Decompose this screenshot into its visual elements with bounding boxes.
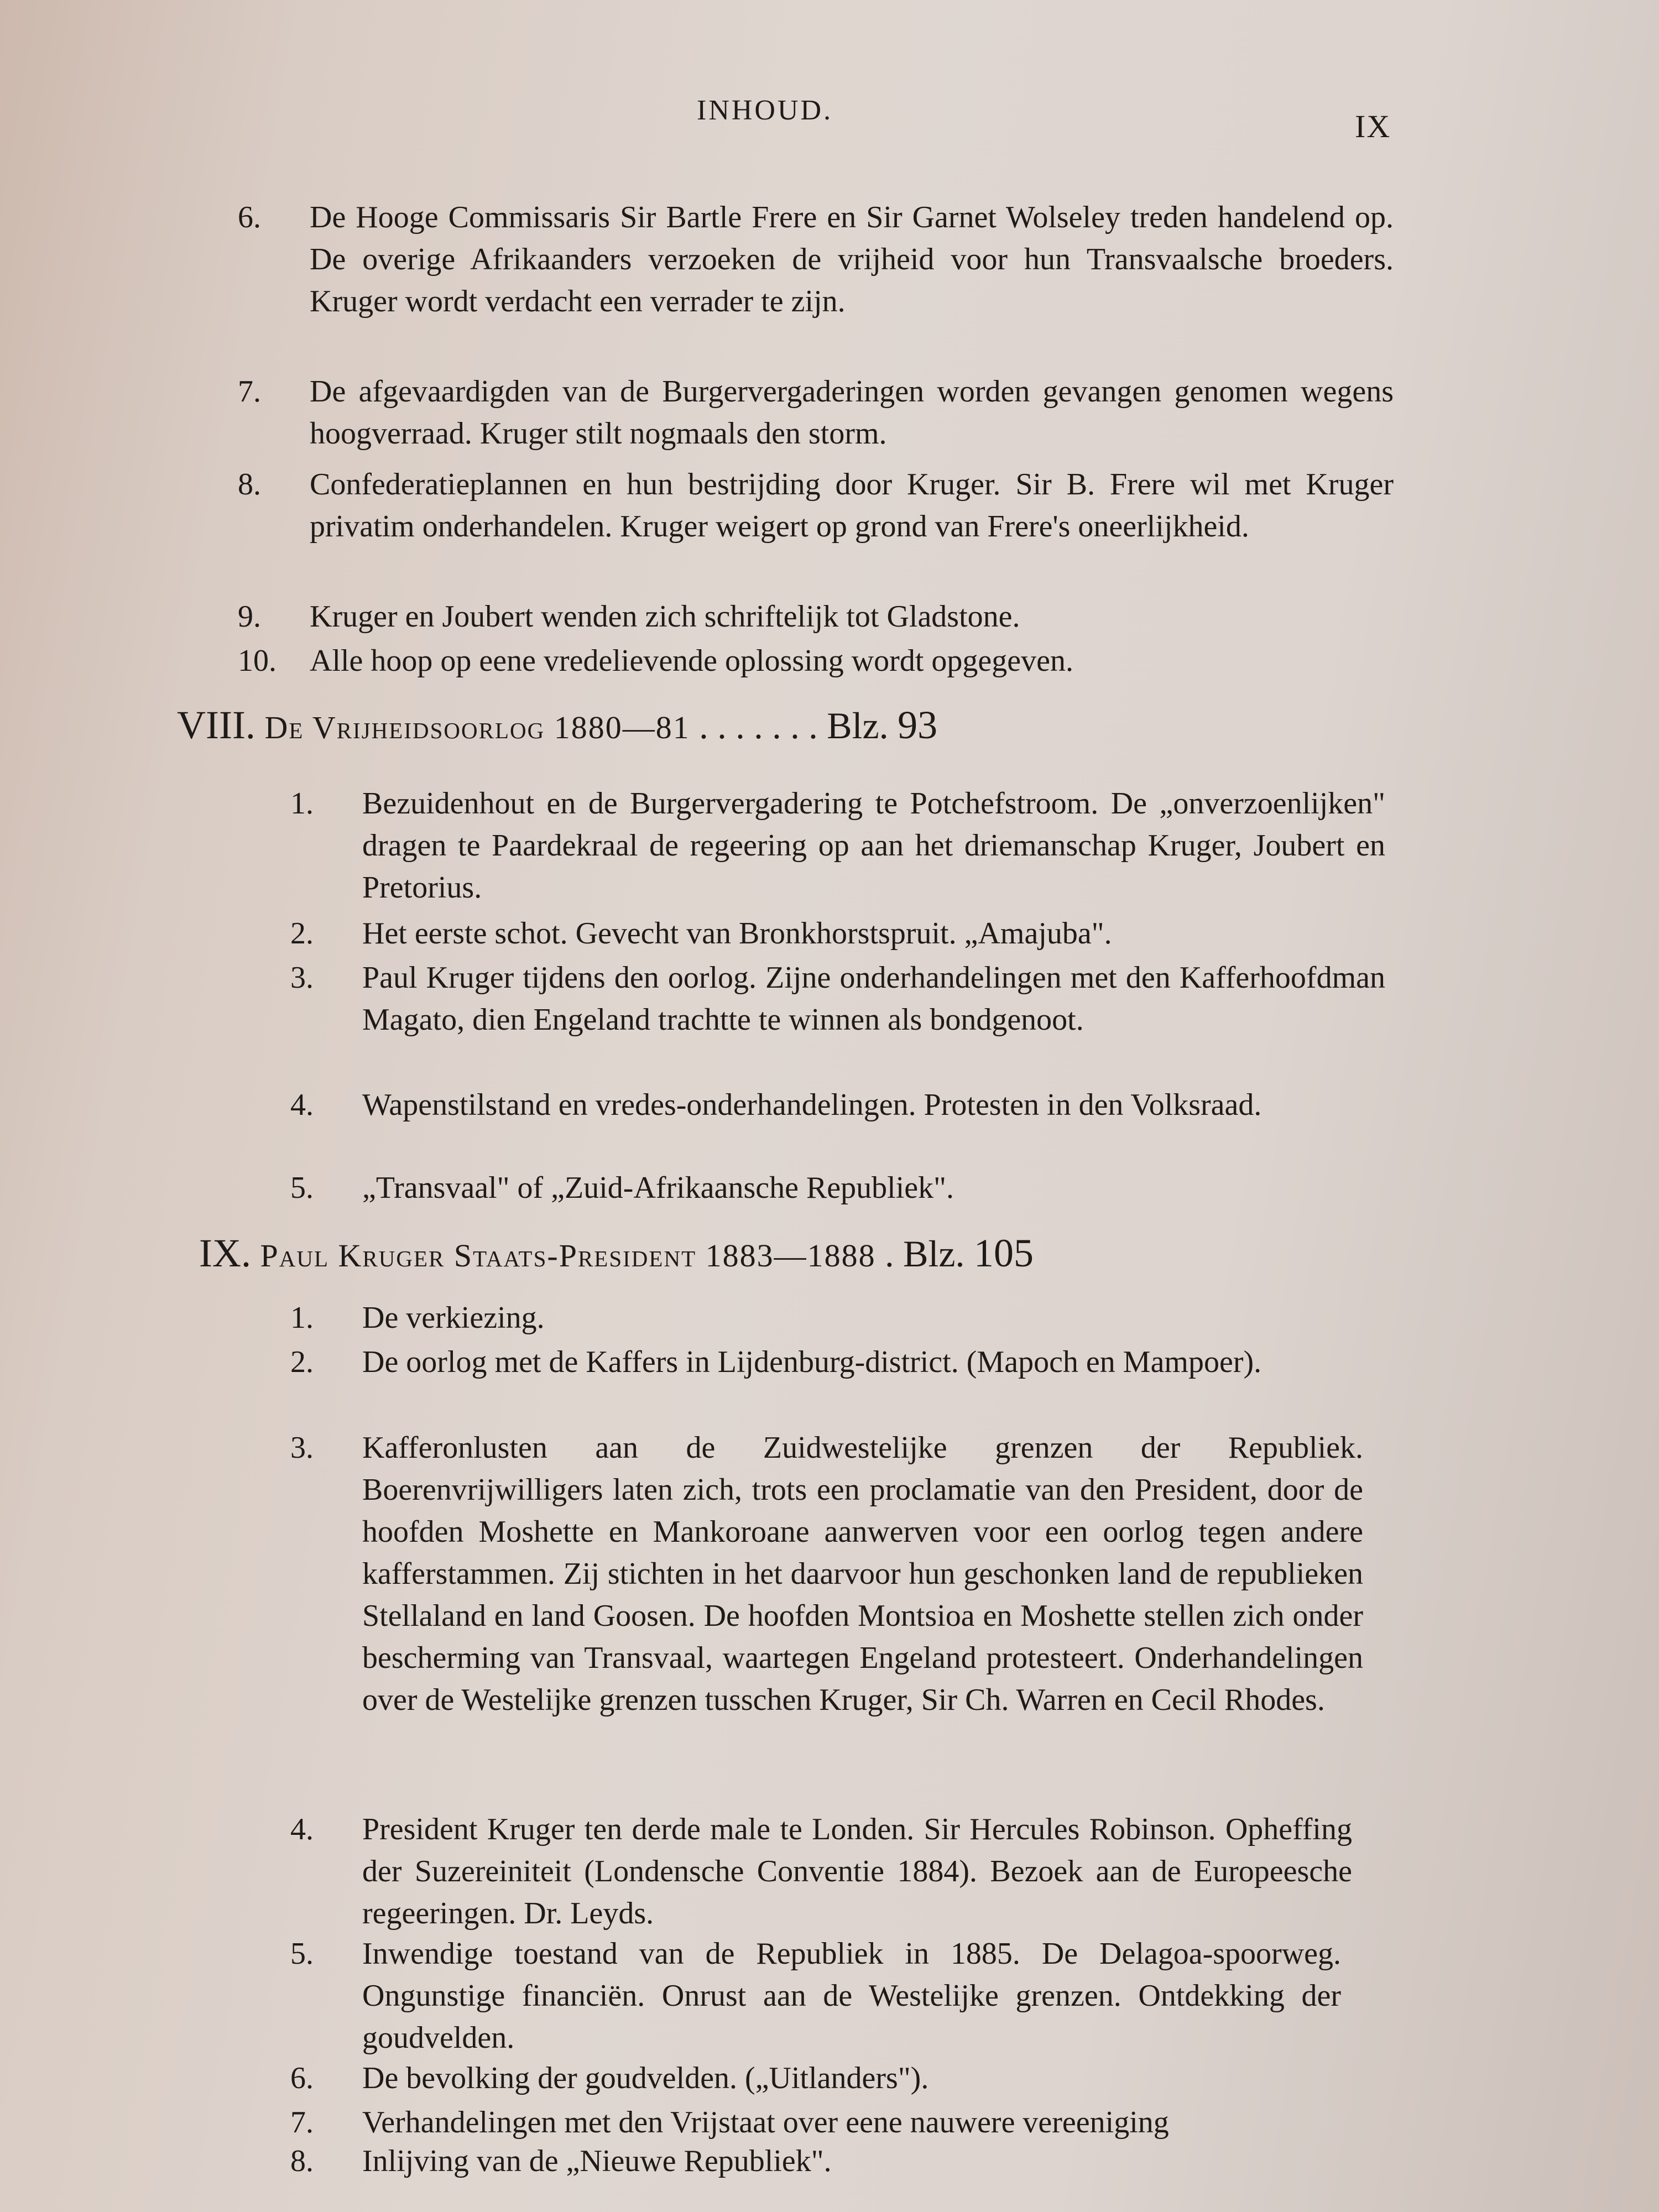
page-label: Blz. <box>827 705 889 747</box>
entry-number: 10. <box>238 644 276 678</box>
entry-text: Kafferonlusten aan de Zuidwestelijke grenzen der Republiek. Boerenvrijwilligers laten zich, trots een proclamatie van den President, door de hoofden Moshette en Mankoroane aanwerven voor een oorlog tegen andere kafferstammen. Zij stichten in het daarvoor hun geschonken land de republieken Stellaland en land Goosen. De hoofden Montsioa en Moshette stellen zich onder bescherming van Transvaal, waartegen Engeland protesteert. Onderhandelingen over de Westelijke grenzen tusschen Kruger, Sir Ch. Warren en Cecil Rhodes. <box>362 1431 1363 1717</box>
entry-number: 2. <box>290 1345 314 1379</box>
toc-entry <box>238 640 1394 682</box>
toc-entry <box>238 196 1394 322</box>
entry-text: De verkiezing. <box>362 1301 545 1335</box>
entry-text: Bezuidenhout en de Burgervergadering te Potchefstroom. De „onverzoenlijken" dragen te Paardekraal de regeering op aan het driemanschap Kruger, Joubert en Pretorius. <box>362 786 1385 905</box>
toc-entry <box>290 1808 1352 1934</box>
toc-entry <box>290 1084 1385 1126</box>
toc-entry <box>290 2057 1341 2099</box>
toc-entry <box>238 596 1394 638</box>
entry-number: 3. <box>290 1431 314 1465</box>
chapter-page: 105 <box>974 1231 1034 1275</box>
entry-number: 7. <box>238 374 261 409</box>
toc-entry <box>290 1427 1363 1721</box>
entry-text: Paul Kruger tijdens den oorlog. Zijne onderhandelingen met den Kafferhoofdman Magato, dien Engeland trachtte te winnen als bondgenoot. <box>362 961 1385 1037</box>
chapter-title: De Vrijheidsoorlog 1880—81 <box>264 709 690 745</box>
running-head: INHOUD. <box>697 95 833 126</box>
entry-text: „Transvaal" of „Zuid-Afrikaansche Republiek". <box>362 1171 954 1205</box>
toc-entry <box>290 782 1385 909</box>
entry-text: Inlijving van de „Nieuwe Republiek". <box>362 2144 832 2178</box>
entry-text: De Hooge Commissaris Sir Bartle Frere en Sir Garnet Wolseley treden handelend op. De overige Afrikaanders verzoeken de vrijheid voor hun Transvaalsche broeders. Kruger wordt verdacht een verrader te zijn. <box>310 200 1394 319</box>
chapter-title: Paul Kruger Staats-President 1883—1888 <box>260 1238 876 1274</box>
entry-text: President Kruger ten derde male te Londen. Sir Hercules Robinson. Opheffing der Suzereiniteit (Londensche Conventie 1884). Bezoek aan de Europeesche regeeringen. Dr. Leyds. <box>362 1812 1352 1931</box>
entry-text: Kruger en Joubert wenden zich schriftelijk tot Gladstone. <box>310 599 1020 634</box>
chapter-page: 93 <box>898 703 938 747</box>
toc-entry <box>290 1167 1385 1209</box>
page-label: Blz. <box>903 1233 965 1275</box>
chapter-heading <box>177 702 937 748</box>
entry-number: 5. <box>290 1171 314 1205</box>
entry-number: 9. <box>238 599 261 634</box>
toc-entry <box>290 912 1385 954</box>
page-number: IX <box>1355 108 1391 144</box>
entry-number: 5. <box>290 1937 314 1971</box>
toc-entry <box>290 1341 1363 1383</box>
entry-text: Het eerste schot. Gevecht van Bronkhorstspruit. „Amajuba". <box>362 916 1112 951</box>
chapter-number: IX. <box>199 1231 251 1275</box>
entry-number: 1. <box>290 786 314 821</box>
entry-number: 3. <box>290 961 314 995</box>
toc-entry <box>290 2101 1341 2143</box>
entry-text: Wapenstilstand en vredes-onderhandelingen. Protesten in den Volksraad. <box>362 1088 1262 1122</box>
entry-text: De bevolking der goudvelden. („Uitlanders"). <box>362 2061 929 2095</box>
chapter-heading <box>199 1230 1034 1276</box>
entry-text: Confederatieplannen en hun bestrijding door Kruger. Sir B. Frere wil met Kruger privatim onderhandelen. Kruger weigert op grond van Frere's oneerlijkheid. <box>310 467 1394 544</box>
entry-number: 2. <box>290 916 314 951</box>
toc-entry <box>290 1297 1363 1339</box>
entry-number: 7. <box>290 2105 314 2140</box>
toc-entry <box>238 463 1394 547</box>
entry-number: 6. <box>238 200 261 234</box>
toc-entry <box>290 2140 1341 2182</box>
entry-text: Verhandelingen met den Vrijstaat over eene nauwere vereeniging <box>362 2105 1169 2140</box>
entry-number: 4. <box>290 1088 314 1122</box>
entry-number: 4. <box>290 1812 314 1846</box>
toc-entry <box>238 371 1394 455</box>
entry-text: Alle hoop op eene vredelievende oplossing wordt opgegeven. <box>310 644 1073 678</box>
entry-number: 8. <box>238 467 261 502</box>
chapter-number: VIII. <box>177 703 255 747</box>
dot-leader: . <box>885 1234 894 1275</box>
toc-entry <box>290 1933 1341 2059</box>
entry-number: 6. <box>290 2061 314 2095</box>
dot-leader: . . . . . . . <box>699 706 818 747</box>
entry-text: De afgevaardigden van de Burgervergaderingen worden gevangen genomen wegens hoogverraad. Kruger stilt nogmaals den storm. <box>310 374 1394 451</box>
entry-text: Inwendige toestand van de Republiek in 1885. De Delagoa-spoorweg. Ongunstige financiën. Onrust aan de Westelijke grenzen. Ontdekking der goudvelden. <box>362 1937 1341 2055</box>
entry-number: 1. <box>290 1301 314 1335</box>
toc-entry <box>290 957 1385 1041</box>
entry-text: De oorlog met de Kaffers in Lijdenburg-district. (Mapoch en Mampoer). <box>362 1345 1262 1379</box>
entry-number: 8. <box>290 2144 314 2178</box>
